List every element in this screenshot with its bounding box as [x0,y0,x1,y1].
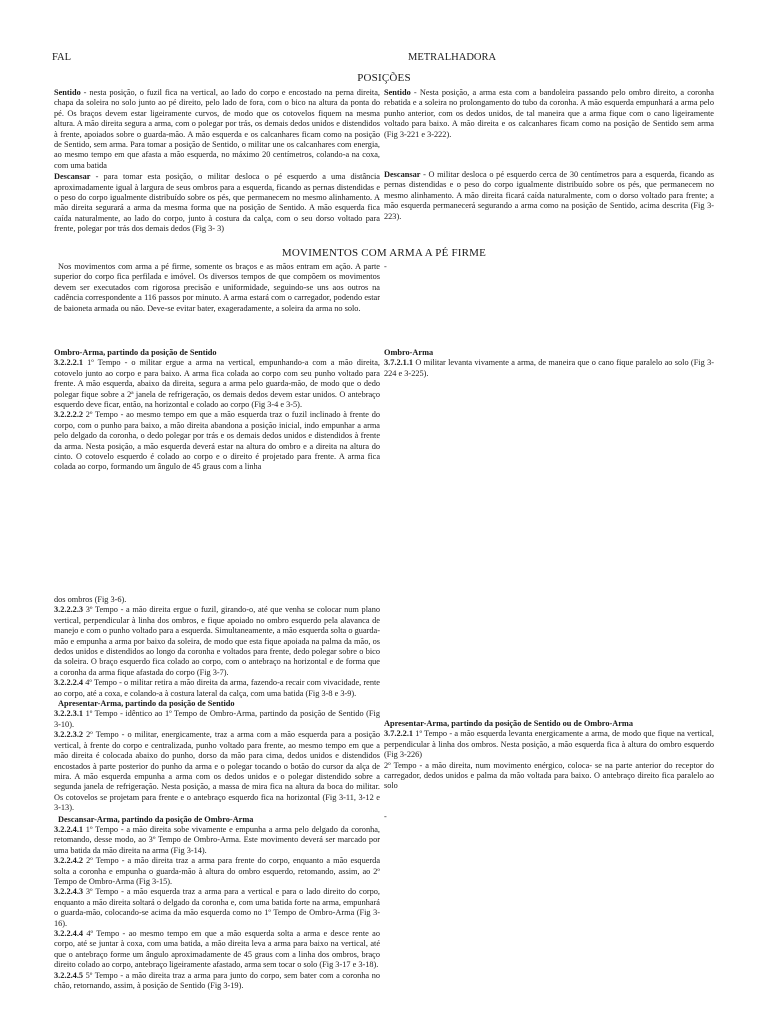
ombro-p4 [54,678,380,699]
apresentar-arma-title: Apresentar-Arma, partindo da posição de Sentido [58,699,235,709]
ombro-p2 [54,410,380,472]
ombro-continuation [54,595,380,991]
desc-p2 [54,856,380,887]
ombro-arma-right [384,348,714,379]
desc-p1 [54,825,380,856]
header-left: FAL [52,52,72,63]
intro-right-dash: - [384,262,387,271]
sentido-paragraph [54,88,380,171]
descansar-right-dash: - [384,812,387,821]
apres-p2-text: 2º Tempo - o militar, energicamente, traz a arma com a mão esquerda para a posição vertical, à frente do corpo e centralizada, punho voltado para frente, ao mesmo tempo em que a mão direita é colocada abaixo do punho, dorso da mão para cima, dedos unidos e distendidos encostados à parte posterior do punho da arma e o polegar tocando o botão do cursor da alça de mira. A mão esquerda empunha a arma com os dedos unidos e o polegar distendido sobre a segunda janela de refrigeração. Nesta posição, a massa de mira fica na altura da boca do militar. Os cotovelos se projetam para frente e o antebraço esquerdo fica na horizontal (Fig 3-11, 3-12 e 3-13). [54,730,380,813]
apresentar-arma-right [384,719,714,792]
desc-p4 [54,929,380,971]
ombro-p3-number: 3.2.2.2.3 [54,605,84,615]
ombro-arma-right-title: Ombro-Arma [384,348,434,357]
header-right: METRALHADORA [408,52,497,63]
apres-p2 [54,730,380,813]
title-posicoes: POSIÇÕES [357,72,411,84]
desc-p3 [54,887,380,929]
desc-p5 [54,971,380,992]
sentido-text: - nesta posição, o fuzil fica na vertical, ao lado do corpo e encostado na perna direita, chapa da soleira no solo junto ao pé direito, pelo lado de fora, com o bico na altura da ponta do pé. Os braços devem estar ligeiramente curvos, de modo que os cotovelos fiquem na mesma altura. A mão direita segura a arma, com o polegar por trás, os demais dedos unidos e distendidos à frente, apoiados sobre o guarda-mão. A mão esquerda e os calcanhares ficam como na posição de Sentido, sem arma. Para tomar a posição de Sentido, o militar une os calcanhares com energia, ao mesmo tempo em que afasta a mão esquerda, no máximo 20 centímetros, colando-a na coxa, com uma batida [54,88,380,170]
ombro-p1-text: 1º Tempo - o militar ergue a arma na vertical, empunhando-a com a mão direita, cotovelo junto ao corpo e para baixo. A arma fica colada ao corpo com seu punho voltado para frente. A mão esquerda, abaixo da direita, segura a arma pelo guarda-mão, de modo que o dedo polegar fique sobre a 2ª janela de refrigeração, os demais dedos devem estar unidos. O antebraço esquerdo deve ficar, então, na horizontal e colado ao corpo (Fig 3-4 e 3-5). [54,358,380,410]
ombro-arma-title: Ombro-Arma, partindo da posição de Sentido [54,348,217,357]
desc-p5-number: 3.2.2.4.5 [54,970,84,980]
ombro-p4-text: 4º Tempo - o militar retira a mão direita da arma, fazendo-a recair com vivacidade, rente ao corpo, até a coxa, e colando-a à costura lateral da calça, com uma batida (Fig 3-8 e 3-9). [54,678,380,698]
desc-p4-text: 4º Tempo - ao mesmo tempo em que a mão esquerda solta a arma e desce rente ao corpo, até se juntar à coxa, com uma batida, a mão direita leva a arma para baixo na vertical, até que o antebraço forme um ângulo aproximadamente de 45 graus com a linha dos ombros, braço direito colado ao corpo, antebraço ligeiramente afastado, arma sem tocar o solo (Fig 3-17 e 3-18). [54,929,380,970]
apres-right-text: 1º Tempo - a mão esquerda levanta energicamente a arma, de modo que fique na vertical, perpendicular à linha dos ombros. Nesta posição, a mão esquerda fica à altura do ombro esquerdo (Fig 3-226) [384,729,714,760]
movimentos-intro [54,262,380,314]
apres-p1-number: 3.2.2.3.1 [54,709,84,719]
desc-p1-number: 3.2.2.4.1 [54,824,84,834]
apres-right-paragraph [384,729,714,760]
descansar-arma-title: Descansar-Arma, partindo da posição de Ombro-Arma [58,814,254,824]
apresentar-arma-right-title: Apresentar-Arma, partindo da posição de Sentido ou de Ombro-Arma [384,719,633,728]
sentido-right-paragraph [384,88,714,140]
descansar-right-paragraph [384,170,714,222]
ombro-p4-number: 3.2.2.2.4 [54,678,84,688]
descansar-text: - para tomar esta posição, o militar desloca o pé esquerdo a uma distância aproximadamente igual à largura de seus ombros para a esquerda, ficando as pernas distendidas e o peso do corpo igualmente distribuído sobre os pés, que permanecem no mesmo alinhamento. A mão direita segurará a arma da mesma forma que na posição de Sentido. A mão esquerda fica caída naturalmente, ao lado do corpo, junto à costura da calça, com o seu dorso voltado para frente, polegar por trás dos demais dedos (Fig 3- 3) [54,172,380,234]
ombro-p1-number: 3.2.2.2.1 [54,358,84,368]
desc-p2-number: 3.2.2.4.2 [54,856,84,866]
ombro-p3 [54,605,380,678]
ombro-p2-text: 2º Tempo - ao mesmo tempo em que a mão esquerda traz o fuzil inclinado à frente do corpo, com o punho para baixo, a mão direita abandona a posição inicial, indo empunhar a arma pelo delgado da coronha, o dedo polegar por trás e os demais dedos unidos e distendidos à frente da arma. Nesta posição, a mão esquerda deverá estar na altura do ombro e a direita na altura do cinto. O cotovelo esquerdo é colado ao corpo e o direito é projetado para frente. A arma fica colada ao corpo, formando um ângulo de 45 graus com a linha [54,410,380,472]
descansar-right-lead: Descansar [384,170,421,180]
apres-p1 [54,709,380,730]
desc-p4-number: 3.2.2.4.4 [54,929,84,938]
apres-p1-text: 1º Tempo - idêntico ao 1º Tempo de Ombro-Arma, partindo da posição de Sentido (Fig 3-10). [54,709,380,729]
continuation-text: dos ombros (Fig 3-6). [54,595,127,604]
sentido-right-lead: Sentido [384,88,411,97]
title-movimentos: MOVIMENTOS COM ARMA A PÉ FIRME [281,247,487,259]
apres-p2-number: 3.2.2.3.2 [54,730,84,740]
desc-p1-text: 1º Tempo - a mão direita sobe vivamente e empunha a arma pelo delgado da coronha, retomando, desse modo, ao 3º Tempo de Ombro-Arma. Este movimento deverá ser marcado por uma batida da mão direita na arma (Fig 3-14). [54,824,380,855]
ombro-right-paragraph [384,358,714,379]
ombro-right-text: O militar levanta vivamente a arma, de maneira que o cano fique paralelo ao solo (Fig 3-224 e 3-225). [384,358,714,378]
sentido-lead: Sentido [54,88,81,97]
desc-p3-text: 3º Tempo - a mão esquerda traz a arma para a vertical e para o lado direito do corpo, enquanto a mão direita soltará o delgado da coronha e, com uma batida forte na arma, empunhará o guarda-mão, colocando-se acima da mão esquerda como no 1º Tempo de Ombro-Arma (Fig 3-16). [54,887,380,928]
descansar-paragraph [54,172,380,234]
desc-p3-number: 3.2.2.4.3 [54,887,84,897]
apres-right-number: 3.7.2.2.1 [384,729,414,739]
ombro-p3-text: 3º Tempo - a mão direita ergue o fuzil, girando-o, até que venha se colocar num plano vertical, perpendicular à linha dos ombros, e fique apoiado no ombro esquerdo pela alavanca de manejo e com o punho voltado para a esquerda. Simultaneamente, a mão esquerda solta o guarda-mão e empunha a arma por baixo da soleira, de modo que esta fique apoiada na palma da mão, os dedos unidos e distendidos ao longo da coronha e voltados para frente, dedo polegar sobre o bico da soleira. O braço esquerdo fica colado ao corpo, com o antebraço na horizontal e de forma que a coronha da arma fique afastada do corpo (Fig 3-7). [54,605,380,677]
sentido-right-text: - Nesta posição, a arma esta com a bandoleira passando pelo ombro direito, a coronha rebatida e a soleira no prolongamento do tubo da coronha. A mão esquerda empunhará a arma pelo punho anterior, com os dedos unidos, de tal maneira que a arma fique com o cano ligeiramente voltado para baixo. A mão direita e os calcanhares ficam como na posição de Sentido sem arma (Fig 3-221 e 3-222). [384,88,714,139]
ombro-arma-section [54,348,380,473]
apres-right-paragraph-2: 2º Tempo - a mão direita, num movimento enérgico, coloca- se na parte anterior do receptor do carregador, dedos unidos e palma da mão voltada para baixo. O antebraço direito fica paralelo ao solo [384,760,714,791]
ombro-right-number: 3.7.2.1.1 [384,358,414,368]
intro-text: Nos movimentos com arma a pé firme, somente os braços e as mãos entram em ação. A parte superior do corpo fica perfilada e imóvel. Os diversos tempos de que compõem os movimentos devem ser executados com rigorosa precisão e uniformidade, seguindo-se uns aos outros na cadência correspondente a 116 passos por minuto. A arma estará com o carregador, podendo estar de baioneta armada ou não. Deve-se evitar bater, exageradamente, a soleira da arma no solo. [54,262,380,313]
descansar-lead: Descansar [54,172,91,182]
ombro-p2-number: 3.2.2.2.2 [54,410,84,420]
ombro-p1 [54,358,380,410]
posicoes-right-column [384,88,714,222]
desc-p5-text: 5º Tempo - a mão direita traz a arma para junto do corpo, sem bater com a coronha no chão, retornando, assim, à posição de Sentido (Fig 3-19). [54,970,380,991]
desc-p2-text: 2º Tempo - a mão direita traz a arma para frente do corpo, enquanto a mão esquerda solta a coronha e empunha o guarda-mão à altura do ombro esquerdo, retomando, assim, ao 2º Tempo de Ombro-Arma (Fig 3-15). [54,856,380,886]
descansar-right-text: - O militar desloca o pé esquerdo cerca de 30 centímetros para a esquerda, ficando as pernas distendidas e o peso do corpo igualmente distribuído sobre os pés, que permanecem no mesmo alinhamento. A mão direita ficará caída naturalmente, com o dorso voltado para frente; a mão esquerda permanecerá segurando a arma como na posição de Sentido, acima descrita (Fig 3-223). [384,170,714,221]
posicoes-left-column [54,88,380,235]
